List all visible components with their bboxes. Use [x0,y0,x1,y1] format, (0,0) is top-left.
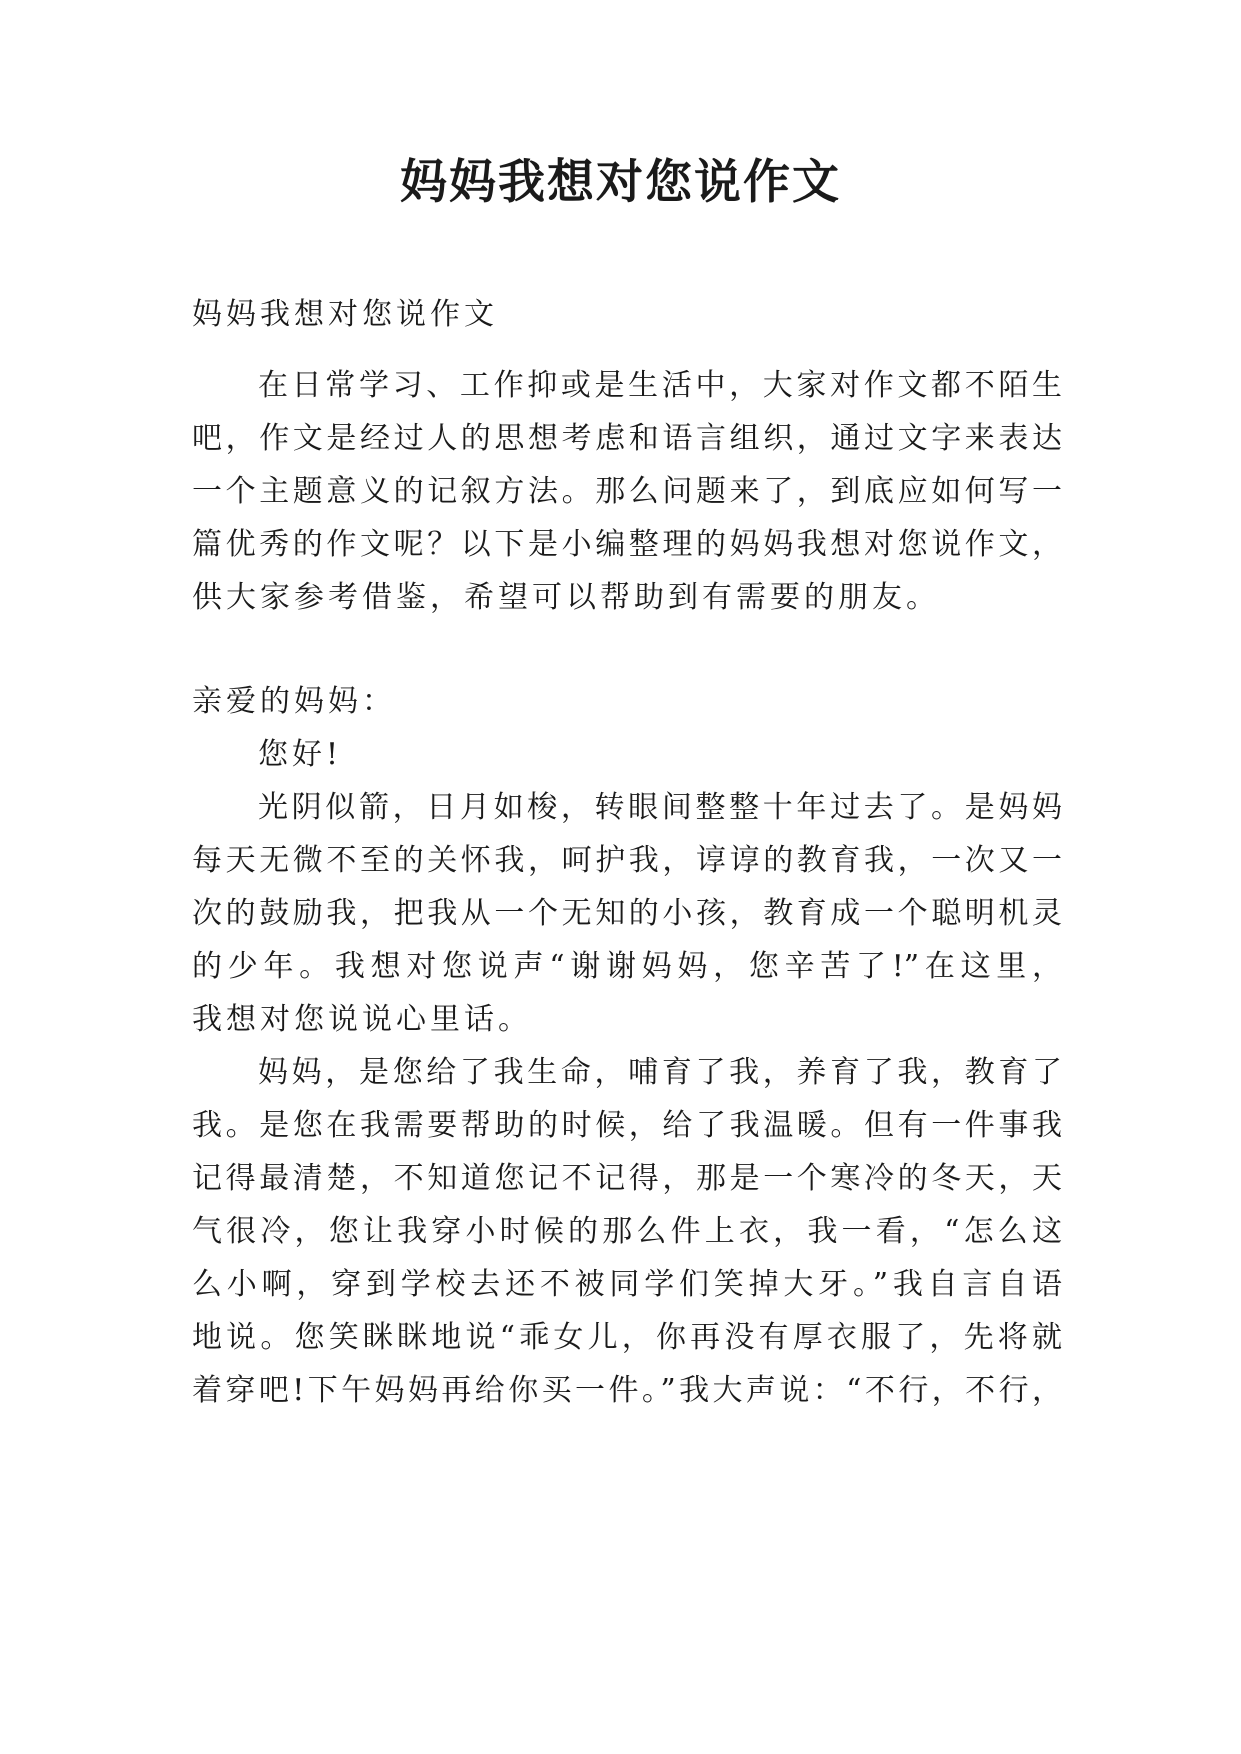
document-title: 妈妈我想对您说作文 [400,155,841,210]
paragraph1-line: 次的鼓励我，把我从一个无知的小孩，教育成一个聪明机灵 [192,896,1062,931]
intro-line: 吧，作文是经过人的思想考虑和语言组织，通过文字来表达 [192,421,1062,456]
intro-line: 篇优秀的作文呢？以下是小编整理的妈妈我想对您说作文， [192,527,1062,562]
intro-line: 一个主题意义的记叙方法。那么问题来了，到底应如何写一 [192,474,1062,509]
paragraph2-line: 气很冷，您让我穿小时候的那么件上衣，我一看，“怎么这 [192,1214,1062,1249]
letter-salutation: 亲爱的妈妈： [192,684,396,719]
paragraph1-line: 光阴似箭，日月如梭，转眼间整整十年过去了。是妈妈 [258,790,1062,825]
paragraph2-line: 记得最清楚，不知道您记不记得，那是一个寒冷的冬天，天 [192,1161,1062,1196]
paragraph2-line: 妈妈，是您给了我生命，哺育了我，养育了我，教育了 [258,1055,1062,1090]
intro-line: 在日常学习、工作抑或是生活中，大家对作文都不陌生 [258,368,1062,403]
paragraph1-line: 每天无微不至的关怀我，呵护我，谆谆的教育我，一次又一 [192,843,1062,878]
paragraph2-line: 我。是您在我需要帮助的时候，给了我温暖。但有一件事我 [192,1108,1062,1143]
paragraph2-line: 么小啊，穿到学校去还不被同学们笑掉大牙。”我自言自语 [192,1267,1062,1302]
intro-line: 供大家参考借鉴，希望可以帮助到有需要的朋友。 [192,580,940,615]
paragraph1-line: 我想对您说说心里话。 [192,1002,532,1037]
paragraph2-line: 着穿吧!下午妈妈再给你买一件。”我大声说：“不行，不行， [192,1373,1062,1408]
document-subtitle: 妈妈我想对您说作文 [192,297,498,332]
paragraph1-line: 的少年。我想对您说声“谢谢妈妈，您辛苦了!”在这里， [192,949,1062,984]
letter-greeting: 您好! [258,737,343,772]
paragraph2-line: 地说。您笑眯眯地说“乖女儿，你再没有厚衣服了，先将就 [192,1320,1062,1355]
